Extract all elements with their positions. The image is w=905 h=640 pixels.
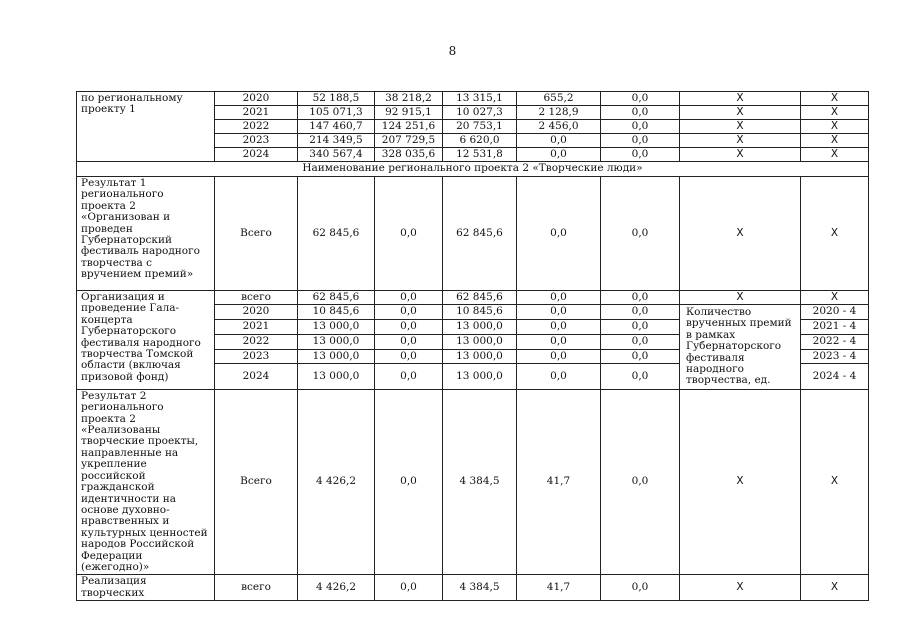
target-value-cell: 2022 - 4 [801, 334, 869, 349]
table-row [77, 389, 869, 575]
row-label: по региональному проекту 1 [77, 92, 215, 162]
target-value-cell: X [801, 575, 869, 601]
target-value-cell: X [801, 92, 869, 106]
value-cell: 147 460,7 [298, 120, 375, 134]
budget-table [76, 91, 869, 601]
value-cell: 0,0 [517, 134, 601, 148]
table-row [77, 575, 869, 601]
value-cell: 13 000,0 [443, 364, 517, 389]
value-cell: 0,0 [517, 319, 601, 334]
value-cell: 0,0 [375, 349, 443, 364]
value-cell: 0,0 [517, 349, 601, 364]
value-cell: 0,0 [375, 305, 443, 320]
value-cell: 0,0 [601, 92, 680, 106]
row-label: Результат 1 регионального проекта 2 «Организован и проведен Губернаторский фестиваль народного творчества с вручением премий» [77, 177, 215, 291]
target-value-cell: 2024 - 4 [801, 364, 869, 389]
year-cell: 2024 [215, 364, 298, 389]
value-cell: 0,0 [601, 575, 680, 601]
indicator-cell: X [680, 106, 801, 120]
value-cell: 13 000,0 [298, 349, 375, 364]
target-value-cell: X [801, 120, 869, 134]
year-cell: 2024 [215, 148, 298, 162]
indicator-cell: X [680, 120, 801, 134]
section-title: Наименование регионального проекта 2 «Творческие люди» [77, 162, 869, 177]
value-cell: 4 384,5 [443, 575, 517, 601]
target-value-cell: X [801, 389, 869, 575]
value-cell: 0,0 [601, 305, 680, 320]
value-cell: 0,0 [375, 334, 443, 349]
value-cell: 12 531,8 [443, 148, 517, 162]
indicator-cell: X [680, 389, 801, 575]
value-cell: 0,0 [517, 305, 601, 320]
value-cell: 13 000,0 [298, 364, 375, 389]
year-cell: Всего [215, 389, 298, 575]
indicator-cell: X [680, 177, 801, 291]
value-cell: 62 845,6 [298, 177, 375, 291]
value-cell: 0,0 [375, 177, 443, 291]
value-cell: 62 845,6 [443, 291, 517, 305]
target-value-cell: 2020 - 4 [801, 305, 869, 320]
value-cell: 41,7 [517, 575, 601, 601]
year-cell: Всего [215, 177, 298, 291]
value-cell: 0,0 [517, 291, 601, 305]
value-cell: 13 000,0 [443, 349, 517, 364]
year-cell: 2022 [215, 120, 298, 134]
value-cell: 328 035,6 [375, 148, 443, 162]
value-cell: 62 845,6 [443, 177, 517, 291]
value-cell: 41,7 [517, 389, 601, 575]
value-cell: 340 567,4 [298, 148, 375, 162]
value-cell: 38 218,2 [375, 92, 443, 106]
value-cell: 10 027,3 [443, 106, 517, 120]
value-cell: 62 845,6 [298, 291, 375, 305]
value-cell: 6 620,0 [443, 134, 517, 148]
year-cell: 2023 [215, 349, 298, 364]
value-cell: 0,0 [601, 334, 680, 349]
value-cell: 4 426,2 [298, 575, 375, 601]
value-cell: 92 915,1 [375, 106, 443, 120]
indicator-cell: X [680, 291, 801, 305]
value-cell: 13 315,1 [443, 92, 517, 106]
indicator-cell: X [680, 92, 801, 106]
year-cell: 2022 [215, 334, 298, 349]
value-cell: 10 845,6 [298, 305, 375, 320]
value-cell: 0,0 [601, 134, 680, 148]
year-cell: 2023 [215, 134, 298, 148]
year-cell: всего [215, 575, 298, 601]
value-cell: 2 128,9 [517, 106, 601, 120]
section-row [77, 162, 869, 177]
value-cell: 105 071,3 [298, 106, 375, 120]
target-value-cell: X [801, 106, 869, 120]
value-cell: 0,0 [517, 334, 601, 349]
target-value-cell: X [801, 291, 869, 305]
target-value-cell: X [801, 148, 869, 162]
target-value-cell: 2021 - 4 [801, 319, 869, 334]
value-cell: 0,0 [601, 120, 680, 134]
value-cell: 0,0 [517, 177, 601, 291]
year-cell: всего [215, 291, 298, 305]
table-row [77, 291, 869, 305]
target-value-cell: X [801, 134, 869, 148]
indicator-cell: X [680, 575, 801, 601]
value-cell: 0,0 [601, 349, 680, 364]
indicator-cell: Количество врученных премий в рамках Губернаторского фестиваля народного творчества, ед. [680, 305, 801, 390]
year-cell: 2021 [215, 106, 298, 120]
value-cell: 13 000,0 [443, 334, 517, 349]
value-cell: 20 753,1 [443, 120, 517, 134]
year-cell: 2020 [215, 305, 298, 320]
value-cell: 13 000,0 [298, 334, 375, 349]
value-cell: 52 188,5 [298, 92, 375, 106]
value-cell: 214 349,5 [298, 134, 375, 148]
value-cell: 10 845,6 [443, 305, 517, 320]
value-cell: 0,0 [375, 319, 443, 334]
year-cell: 2020 [215, 92, 298, 106]
value-cell: 0,0 [517, 364, 601, 389]
value-cell: 0,0 [601, 106, 680, 120]
value-cell: 0,0 [517, 148, 601, 162]
value-cell: 0,0 [601, 319, 680, 334]
year-cell: 2021 [215, 319, 298, 334]
row-label: Результат 2 регионального проекта 2 «Реализованы творческие проекты, направленные на укрепление российской гражданской идентичности на основе духовно-нравственных и культурных ценностей народов Российской Федерации (ежегодно)» [77, 389, 215, 575]
page-number: 8 [448, 44, 457, 58]
value-cell: 0,0 [375, 364, 443, 389]
indicator-cell: X [680, 134, 801, 148]
indicator-cell: X [680, 148, 801, 162]
value-cell: 4 426,2 [298, 389, 375, 575]
row-label: Реализация творческих [77, 575, 215, 601]
value-cell: 0,0 [601, 148, 680, 162]
value-cell: 0,0 [601, 364, 680, 389]
target-value-cell: 2023 - 4 [801, 349, 869, 364]
table-row [77, 92, 869, 106]
value-cell: 124 251,6 [375, 120, 443, 134]
value-cell: 2 456,0 [517, 120, 601, 134]
value-cell: 0,0 [375, 291, 443, 305]
target-value-cell: X [801, 177, 869, 291]
value-cell: 0,0 [375, 575, 443, 601]
value-cell: 13 000,0 [443, 319, 517, 334]
row-label: Организация и проведение Гала-концерта Губернаторского фестиваля народного творчества Томской области (включая призовой фонд) [77, 291, 215, 390]
value-cell: 4 384,5 [443, 389, 517, 575]
value-cell: 0,0 [601, 177, 680, 291]
value-cell: 0,0 [375, 389, 443, 575]
value-cell: 0,0 [601, 389, 680, 575]
value-cell: 0,0 [601, 291, 680, 305]
value-cell: 655,2 [517, 92, 601, 106]
table-row [77, 177, 869, 291]
value-cell: 207 729,5 [375, 134, 443, 148]
value-cell: 13 000,0 [298, 319, 375, 334]
